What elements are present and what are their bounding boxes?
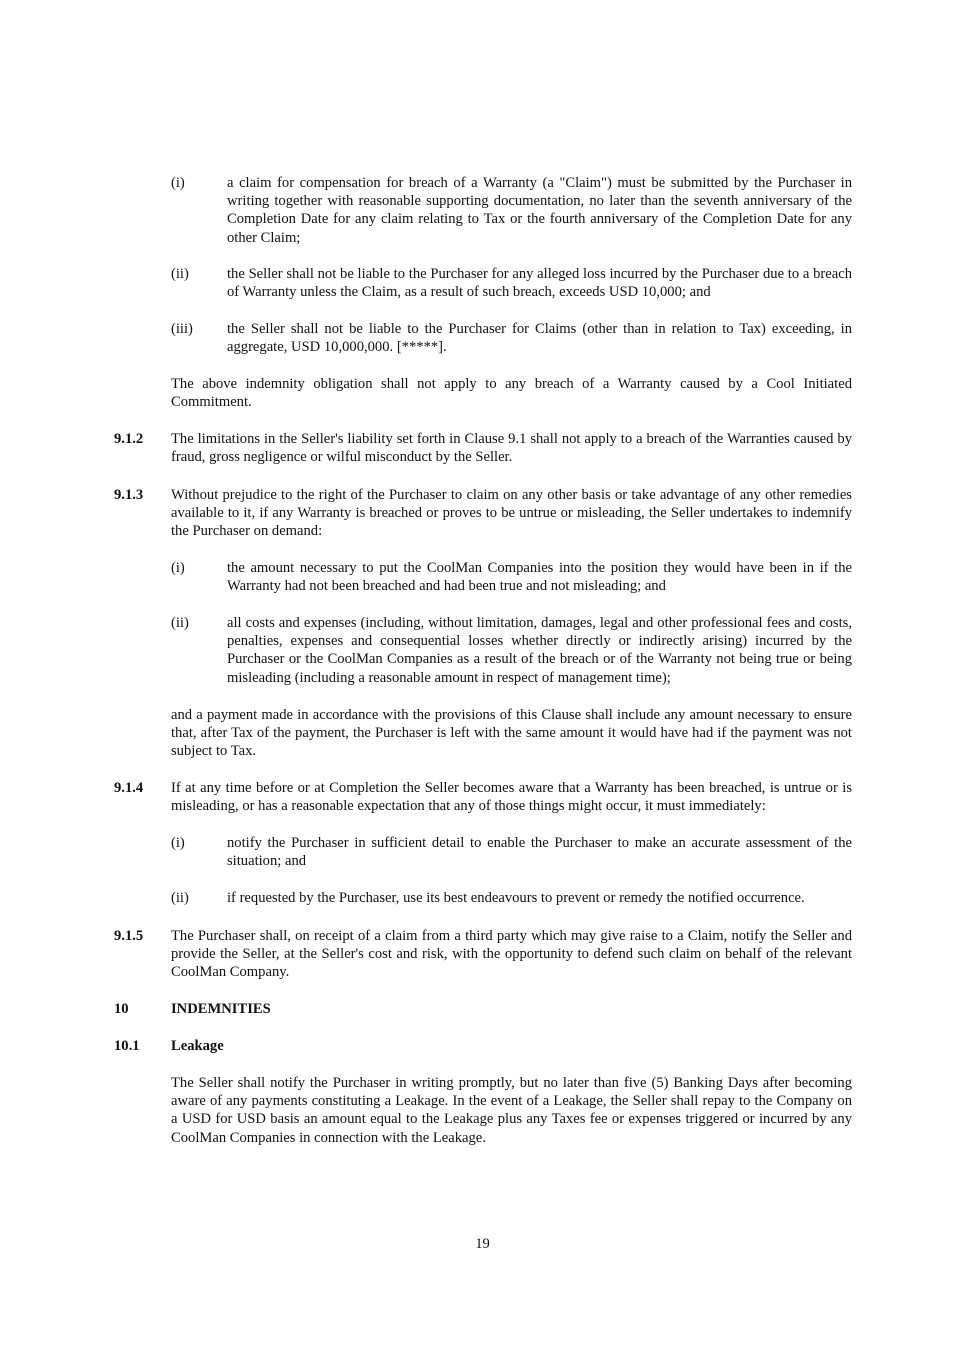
item-label: (ii) bbox=[171, 615, 189, 631]
item-label: (ii) bbox=[171, 266, 189, 282]
item-label: (i) bbox=[171, 560, 185, 576]
clause-number: 9.1.5 bbox=[114, 928, 144, 944]
section-title: Leakage bbox=[171, 1038, 224, 1054]
clause-text: If at any time before or at Completion the Seller becomes aware that a Warranty has been breached, is untrue or is misleading, or has a reasonable expectation that any of those things might occur, it must immediately: bbox=[171, 780, 852, 815]
paragraph: and a payment made in accordance with the provisions of this Clause shall include any amount necessary to ensure that, after Tax of the payment, the Purchaser is left with the same amount it would have had if the payment was not subject to Tax. bbox=[171, 707, 852, 760]
item-text: all costs and expenses (including, without limitation, damages, legal and other professional fees and costs, penalties, expenses and consequential losses whether directly or indirectly arising) incurred by the Purchaser or the CoolMan Companies as a result of the breach or of the Warranty not being true or being misleading (including a reasonable amount in respect of management time); bbox=[227, 615, 852, 686]
paragraph: The Seller shall notify the Purchaser in writing promptly, but no later than five (5) Banking Days after becoming aware of any payments constituting a Leakage. In the event of a Leakage, the Seller shall repay to the Company on a USD for USD basis an amount equal to the Leakage plus any Taxes fee or expenses triggered or incurred by any CoolMan Companies in connection with the Leakage. bbox=[171, 1075, 852, 1146]
item-text: the Seller shall not be liable to the Purchaser for Claims (other than in relation to Tax) exceeding, in aggregate, USD 10,000,000. [*****]. bbox=[227, 321, 852, 356]
item-label: (i) bbox=[171, 835, 185, 851]
section-title: INDEMNITIES bbox=[171, 1001, 271, 1017]
paragraph: The above indemnity obligation shall not apply to any breach of a Warranty caused by a Cool Initiated Commitment. bbox=[171, 376, 852, 411]
item-text: a claim for compensation for breach of a Warranty (a "Claim") must be submitted by the Purchaser in writing together with reasonable supporting documentation, no later than the seventh anniversary of the Completion Date for any claim relating to Tax or the fourth anniversary of the Completion Date for any other Claim; bbox=[227, 175, 852, 246]
section-number: 10.1 bbox=[114, 1038, 140, 1054]
item-label: (iii) bbox=[171, 321, 193, 337]
item-text: if requested by the Purchaser, use its best endeavours to prevent or remedy the notified occurrence. bbox=[227, 890, 805, 906]
clause-text: The limitations in the Seller's liability set forth in Clause 9.1 shall not apply to a breach of the Warranties caused by fraud, gross negligence or wilful misconduct by the Seller. bbox=[171, 431, 852, 466]
page-number: 19 bbox=[475, 1236, 490, 1252]
item-label: (i) bbox=[171, 175, 185, 191]
clause-text: The Purchaser shall, on receipt of a claim from a third party which may give raise to a Claim, notify the Seller and provide the Seller, at the Seller's cost and risk, with the opportunity to defend such claim on behalf of the relevant CoolMan Company. bbox=[171, 928, 852, 981]
item-text: the amount necessary to put the CoolMan Companies into the position they would have been in if the Warranty had not been breached and had been true and not misleading; and bbox=[227, 560, 852, 595]
item-text: the Seller shall not be liable to the Purchaser for any alleged loss incurred by the Purchaser due to a breach of Warranty unless the Claim, as a result of such breach, exceeds USD 10,000; and bbox=[227, 266, 852, 301]
item-text: notify the Purchaser in sufficient detail to enable the Purchaser to make an accurate assessment of the situation; and bbox=[227, 835, 852, 870]
item-label: (ii) bbox=[171, 890, 189, 906]
section-number: 10 bbox=[114, 1001, 129, 1017]
clause-number: 9.1.3 bbox=[114, 487, 144, 503]
clause-number: 9.1.2 bbox=[114, 431, 144, 447]
clause-text: Without prejudice to the right of the Purchaser to claim on any other basis or take advantage of any other remedies available to it, if any Warranty is breached or proves to be untrue or misleading, the Seller undertakes to indemnify the Purchaser on demand: bbox=[171, 487, 852, 540]
clause-number: 9.1.4 bbox=[114, 780, 144, 796]
